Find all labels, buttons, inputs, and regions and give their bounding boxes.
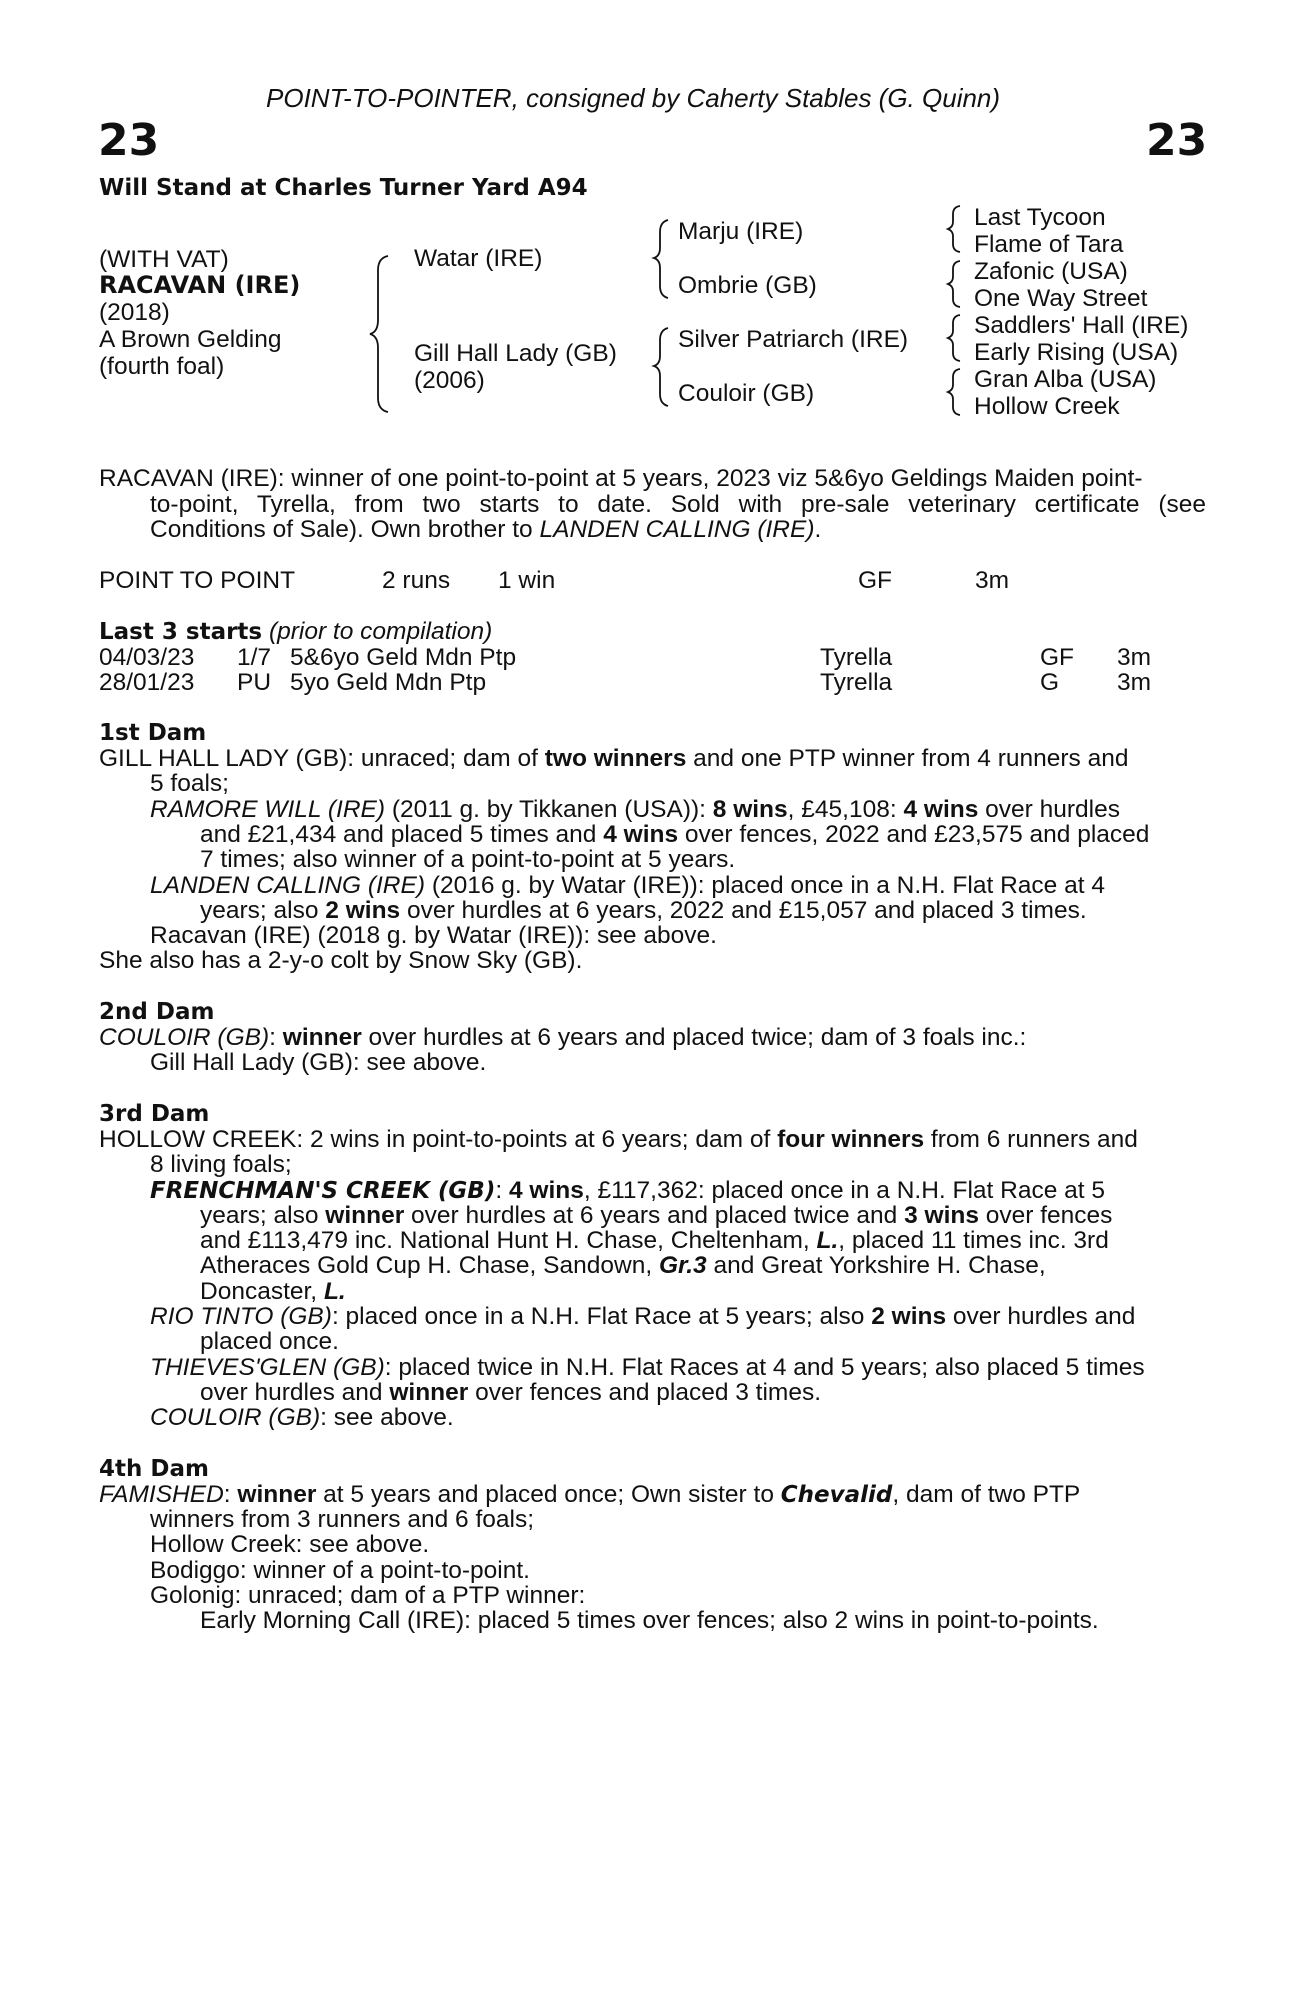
progeny-text: : see above. [320, 1404, 454, 1431]
dam3-heading: 3rd Dam [99, 1101, 210, 1127]
sire-sire: Marju (IRE) [678, 218, 804, 245]
dam4-text: : [223, 1481, 238, 1508]
progeny-name: FRENCHMAN'S CREEK (GB) [150, 1178, 496, 1204]
dam1-line-1 [99, 746, 1129, 772]
dam1-text: GILL HALL LADY (GB): unraced; dam of [99, 745, 545, 772]
lot-number-right: 23 [1146, 115, 1208, 166]
dam1-heading: 1st Dam [99, 720, 207, 746]
start-row-going: GF [1040, 644, 1075, 671]
ancestor-8: Hollow Creek [974, 393, 1120, 420]
progeny-frenchmans-creek-line-5 [200, 1279, 346, 1305]
summary-line-3 [150, 517, 821, 543]
dam4-line-2: winners from 3 runners and 6 foals; [150, 1506, 535, 1533]
dam4-line-6: Early Morning Call (IRE): placed 5 times over fences; also 2 wins in point-to-points. [200, 1607, 1099, 1634]
summary-period: . [814, 516, 822, 543]
dam2-name: COULOIR (GB) [99, 1024, 270, 1051]
dam2-line-2: Gill Hall Lady (GB): see above. [150, 1049, 487, 1076]
dam4-text: at 5 years and placed once; Own sister to [316, 1481, 781, 1508]
dam2-text: : [269, 1024, 283, 1051]
dam1-also: She also has a 2-y-o colt by Snow Sky (GB). [99, 947, 583, 974]
last-starts-note: (prior to compilation) [268, 618, 493, 645]
summary-line-3-text: Conditions of Sale). Own brother to [150, 516, 540, 543]
progeny-text: over hurdles and [200, 1379, 390, 1406]
progeny-bold: 8 wins [712, 796, 788, 823]
horse-foal: (fourth foal) [99, 353, 225, 380]
progeny-text: and £21,434 and placed 5 times and [200, 821, 604, 848]
record-wins: 1 win [498, 567, 556, 594]
dam4-line-1 [99, 1482, 1080, 1509]
start-row-dist: 3m [1117, 669, 1152, 696]
dam3-line-2: 8 living foals; [150, 1151, 292, 1178]
sire: Watar (IRE) [414, 245, 543, 272]
progeny-frenchmans-creek-line-4 [200, 1253, 1046, 1279]
progeny-name: RAMORE WILL (IRE) [150, 796, 386, 823]
start-row-course: Tyrella [820, 669, 893, 696]
progeny-text: , £117,362: placed once in a N.H. Flat Race at 5 [583, 1177, 1106, 1204]
dam1-bold: two winners [544, 745, 687, 772]
dam4-heading: 4th Dam [99, 1456, 209, 1482]
dam3-text: from 6 runners and [924, 1126, 1138, 1153]
listed-badge: L. [323, 1278, 346, 1305]
progeny-text: years; also [200, 1202, 326, 1229]
dam4-line-3: Hollow Creek: see above. [150, 1531, 430, 1558]
progeny-text: over hurdles and [946, 1303, 1136, 1330]
progeny-ramore-will-line-3: 7 times; also winner of a point-to-point at 5 years. [200, 846, 736, 873]
progeny-bold: 4 wins [603, 821, 679, 848]
progeny-text: over fences and placed 3 times. [468, 1379, 822, 1406]
dam2-line-1 [99, 1025, 1026, 1051]
progeny-landen-calling [150, 873, 1105, 899]
progeny-thieves-glen [150, 1355, 1145, 1381]
progeny-text: over fences [978, 1202, 1113, 1229]
progeny-text: Doncaster, [200, 1278, 324, 1305]
progeny-frenchmans-creek [150, 1178, 1105, 1205]
brace-sire-dam [370, 256, 388, 412]
progeny-frenchmans-creek-line-2 [200, 1203, 1112, 1229]
dam1-line-2: 5 foals; [150, 770, 229, 797]
brace-dam [654, 328, 668, 406]
dam4-text: , dam of two PTP [892, 1481, 1081, 1508]
summary-line-2: to-point, Tyrella, from two starts to date. Sold with pre-sale veterinary certificate (see [150, 491, 1206, 518]
dam3-bold: four winners [777, 1126, 925, 1153]
progeny-rio-tinto [150, 1304, 1135, 1330]
brace-g2 [948, 261, 960, 307]
progeny-ramore-will-line-2 [200, 822, 1149, 848]
dam4-name: FAMISHED [99, 1481, 224, 1508]
progeny-text: over hurdles at 6 years, 2022 and £15,057 and placed 3 times. [400, 897, 1087, 924]
horse-description: A Brown Gelding [99, 326, 282, 353]
progeny-bold: 4 wins [508, 1177, 584, 1204]
dam4-line-4: Bodiggo: winner of a point-to-point. [150, 1557, 530, 1584]
ancestor-1: Last Tycoon [974, 204, 1106, 231]
progeny-text: : [495, 1177, 509, 1204]
start-row-date: 28/01/23 [99, 669, 195, 696]
catalogue-header: POINT-TO-POINTER, consigned by Caherty Stables (G. Quinn) [266, 83, 1001, 113]
ancestor-3: Zafonic (USA) [974, 258, 1128, 285]
progeny-bold: 2 wins [325, 897, 401, 924]
dam-sire: Silver Patriarch (IRE) [678, 326, 909, 353]
vat-note: (WITH VAT) [99, 246, 229, 273]
dam4-sibling: Chevalid [780, 1482, 893, 1508]
progeny-text: over hurdles at 6 years and placed twice and [404, 1202, 905, 1229]
progeny-bold: winner [325, 1202, 405, 1229]
dam2-text: over hurdles at 6 years and placed twice; dam of 3 foals inc.: [361, 1024, 1027, 1051]
progeny-text: and Great Yorkshire H. Chase, [706, 1252, 1046, 1279]
progeny-text: and £113,479 inc. National Hunt H. Chase, Cheltenham, [200, 1227, 817, 1254]
group-badge: Gr.3 [658, 1252, 707, 1279]
record-going: GF [858, 567, 893, 594]
start-row-pos: 1/7 [237, 644, 272, 671]
start-row-course: Tyrella [820, 644, 893, 671]
ancestor-6: Early Rising (USA) [974, 339, 1179, 366]
ancestor-5: Saddlers' Hall (IRE) [974, 312, 1189, 339]
brace-g3 [948, 315, 960, 361]
progeny-landen-calling-line-2 [200, 898, 1087, 924]
start-row-going: G [1040, 669, 1060, 696]
summary-line-1: RACAVAN (IRE): winner of one point-to-point at 5 years, 2023 viz 5&6yo Geldings Maiden point- [99, 465, 1143, 492]
progeny-racavan: Racavan (IRE) (2018 g. by Watar (IRE)): see above. [150, 922, 717, 949]
progeny-text: Atheraces Gold Cup H. Chase, Sandown, [200, 1252, 659, 1279]
progeny-text: , placed 11 times inc. 3rd [838, 1227, 1109, 1254]
progeny-text: (2016 g. by Watar (IRE)): placed once in a N.H. Flat Race at 4 [425, 872, 1105, 899]
brace-g4 [948, 369, 960, 415]
last-starts-title: Last 3 starts [99, 619, 263, 645]
record-distance: 3m [975, 567, 1010, 594]
dam1-text: and one PTP winner from 4 runners and [686, 745, 1129, 772]
dam: Gill Hall Lady (GB) [414, 340, 617, 367]
start-row-race: 5yo Geld Mdn Ptp [290, 669, 487, 696]
ancestor-7: Gran Alba (USA) [974, 366, 1157, 393]
horse-name: RACAVAN (IRE) [99, 271, 301, 299]
progeny-name: THIEVES'GLEN (GB) [150, 1354, 385, 1381]
progeny-name: LANDEN CALLING (IRE) [150, 872, 426, 899]
progeny-name: RIO TINTO (GB) [150, 1303, 332, 1330]
dam-dam: Couloir (GB) [678, 380, 815, 407]
progeny-bold: winner [389, 1379, 469, 1406]
sibling-name: LANDEN CALLING (IRE) [539, 516, 815, 543]
sire-dam: Ombrie (GB) [678, 272, 817, 299]
dam2-heading: 2nd Dam [99, 999, 215, 1025]
brace-sire [654, 220, 668, 298]
progeny-text: (2011 g. by Tikkanen (USA)): [385, 796, 713, 823]
progeny-thieves-glen-line-2 [200, 1380, 821, 1406]
ancestor-2: Flame of Tara [974, 231, 1124, 258]
progeny-ramore-will [150, 797, 1120, 823]
start-row-race: 5&6yo Geld Mdn Ptp [290, 644, 517, 671]
progeny-bold: 4 wins [903, 796, 979, 823]
progeny-text: : placed once in a N.H. Flat Race at 5 years; also [331, 1303, 872, 1330]
ancestor-4: One Way Street [974, 285, 1148, 312]
start-row-pos: PU [237, 669, 272, 696]
horse-year: (2018) [99, 299, 170, 326]
brace-g1 [948, 206, 960, 252]
progeny-bold: 3 wins [904, 1202, 979, 1229]
progeny-rio-tinto-line-2: placed once. [200, 1328, 339, 1355]
lot-number-left: 23 [98, 115, 160, 166]
progeny-text: over fences, 2022 and £23,575 and placed [678, 821, 1150, 848]
dam4-bold: winner [237, 1481, 317, 1508]
listed-badge: L. [816, 1227, 839, 1254]
dam-year: (2006) [414, 367, 485, 394]
dam3-line-1 [99, 1127, 1138, 1153]
progeny-text: years; also [200, 897, 326, 924]
progeny-text: : placed twice in N.H. Flat Races at 4 and 5 years; also placed 5 times [384, 1354, 1145, 1381]
dam4-line-5: Golonig: unraced; dam of a PTP winner: [150, 1582, 586, 1609]
progeny-bold: 2 wins [871, 1303, 947, 1330]
progeny-text: , £45,108: [787, 796, 904, 823]
start-row-dist: 3m [1117, 644, 1152, 671]
last-starts-heading [99, 619, 492, 646]
record-label: POINT TO POINT [99, 567, 296, 594]
progeny-frenchmans-creek-line-3 [200, 1228, 1109, 1254]
progeny-name: COULOIR (GB) [150, 1404, 321, 1431]
progeny-couloir [150, 1405, 454, 1431]
stand-location: Will Stand at Charles Turner Yard A94 [99, 175, 588, 201]
progeny-text: over hurdles [978, 796, 1120, 823]
dam2-bold: winner [282, 1024, 362, 1051]
start-row-date: 04/03/23 [99, 644, 195, 671]
dam3-text: HOLLOW CREEK: 2 wins in point-to-points at 6 years; dam of [99, 1126, 778, 1153]
record-runs: 2 runs [382, 567, 451, 594]
